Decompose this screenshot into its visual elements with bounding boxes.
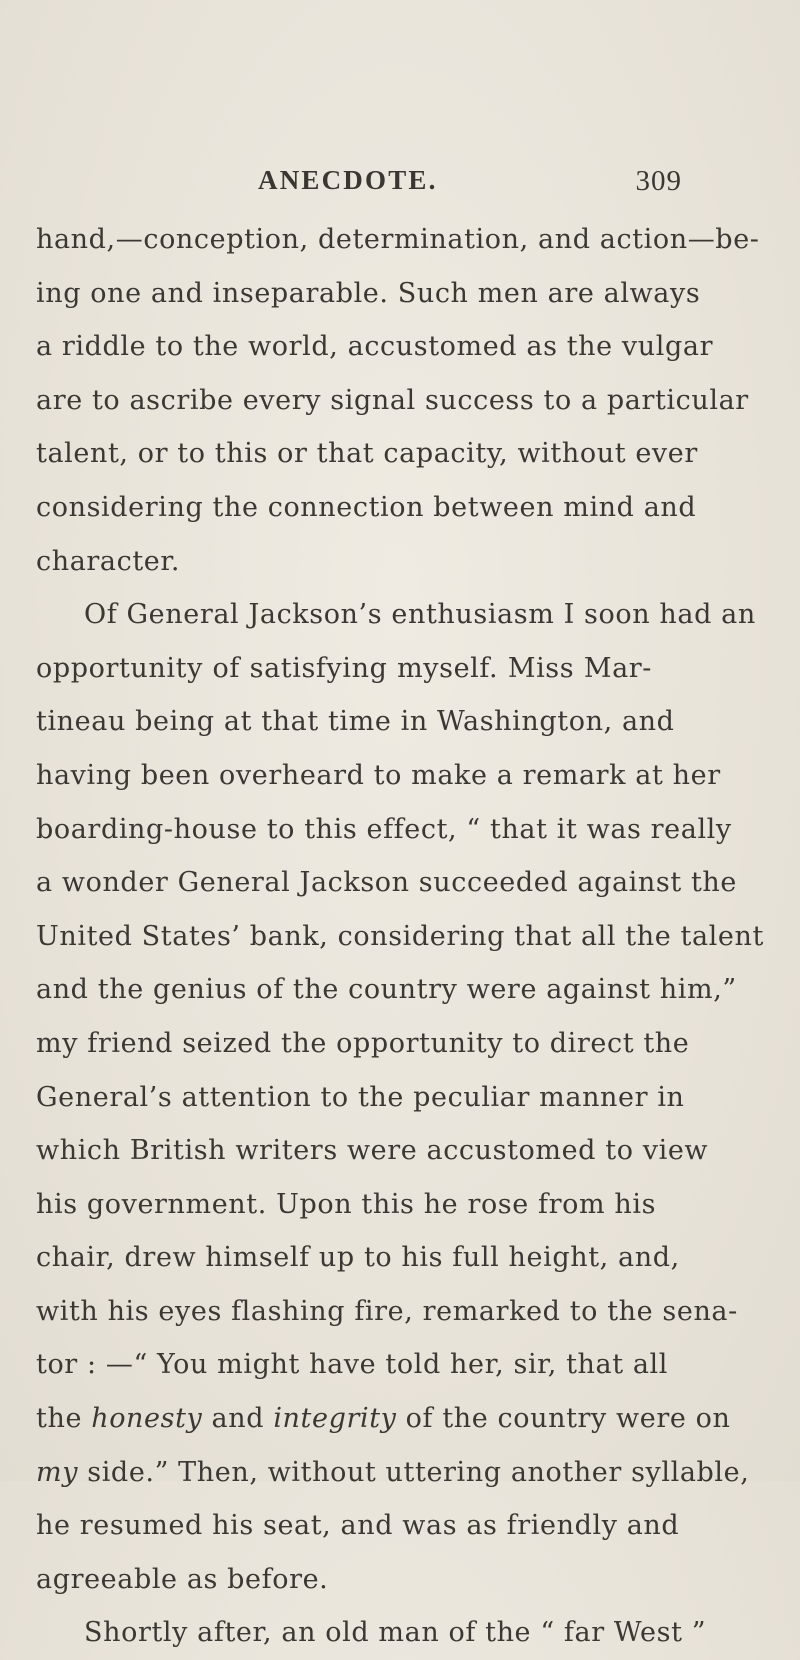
text-line: tor : —“ You might have told her, sir, that all <box>36 1349 669 1381</box>
text-run: and <box>202 1403 274 1435</box>
text-line: United States’ bank, considering that all the talent <box>36 920 764 952</box>
page-number: 309 <box>635 165 682 197</box>
paragraph-end-line: character. <box>36 545 181 577</box>
paragraph-start-line: Of General Jackson’s enthusiasm I soon had an <box>84 599 756 631</box>
paragraph-end-line: agreeable as before. <box>36 1563 329 1595</box>
text-line <box>36 1392 731 1446</box>
text-line: and the genius of the country were against him,” <box>36 974 737 1006</box>
text-line: ing one and inseparable. Such men are always <box>36 277 701 309</box>
text-line: a riddle to the world, accustomed as the vulgar <box>36 331 714 363</box>
italic-text: my <box>36 1456 79 1488</box>
text-line: which British writers were accustomed to view <box>36 1135 709 1167</box>
italic-text: honesty <box>91 1403 203 1435</box>
text-line: my friend seized the opportunity to direct the <box>36 1027 690 1059</box>
text-line: tineau being at that time in Washington, and <box>36 706 675 738</box>
text-line: a wonder General Jackson succeeded against the <box>36 867 737 899</box>
text-line: his government. Upon this he rose from his <box>36 1188 657 1220</box>
text-line: hand,—conception, determination, and action—be- <box>36 224 760 255</box>
text-line: boarding-house to this effect, “ that it was really <box>36 813 732 845</box>
text-line: considering the connection between mind and <box>36 491 697 523</box>
text-run: the <box>36 1403 92 1435</box>
text-line: with his eyes flashing fire, remarked to the sena- <box>36 1295 738 1327</box>
text-line: having been overheard to make a remark at her <box>36 759 721 791</box>
text-line: General’s attention to the peculiar manner in <box>36 1081 685 1113</box>
text-line: opportunity of satisfying myself. Miss Mar- <box>36 652 652 684</box>
text-line: are to ascribe every signal success to a particular <box>36 384 749 416</box>
running-head <box>258 165 682 205</box>
body-text <box>36 213 764 1660</box>
paragraph-start-line: Shortly after, an old man of the “ far West ” <box>84 1617 707 1649</box>
italic-text: integrity <box>273 1403 397 1435</box>
text-line <box>36 1446 750 1500</box>
running-head-title: ANECDOTE. <box>258 165 438 195</box>
text-line: he resumed his seat, and was as friendly and <box>36 1510 680 1542</box>
text-run: side.” Then, without uttering another syllable, <box>78 1456 750 1488</box>
text-run: of the country were on <box>396 1403 731 1435</box>
text-line: talent, or to this or that capacity, without ever <box>36 438 698 470</box>
text-line: chair, drew himself up to his full height, and, <box>36 1242 680 1274</box>
